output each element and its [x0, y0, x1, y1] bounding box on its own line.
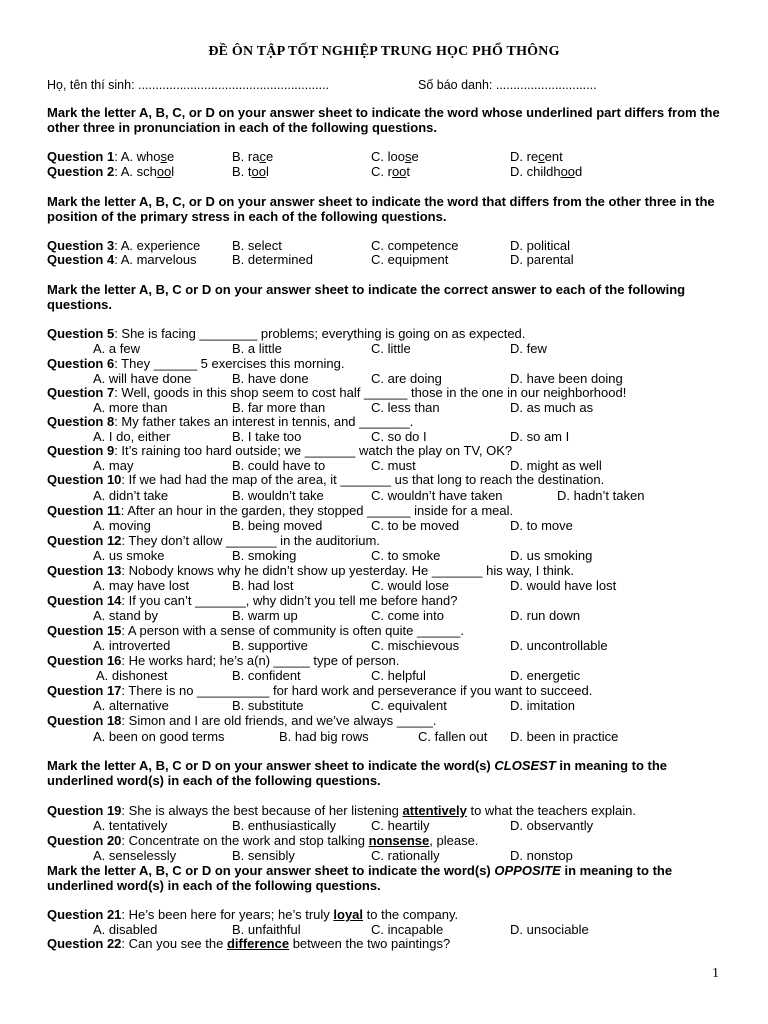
instruction-correct-answer: Mark the letter A, B, C or D on your answer sheet to indicate the correct answer to each of the following questions.: [47, 282, 686, 312]
q17-option-c: C. equivalent: [371, 698, 447, 713]
underlined-word: attentively: [402, 803, 467, 818]
q8-option-d: D. so am I: [510, 429, 570, 444]
q15-option-c: C. mischievous: [371, 638, 460, 653]
q14-option-d: D. run down: [510, 608, 581, 623]
question-6: Question 6: They ______ 5 exercises this morning.: [47, 356, 345, 371]
q13-option-c: C. would lose: [371, 578, 450, 593]
q15-option-a: A. introverted: [93, 638, 171, 653]
q7-option-a: A. more than: [93, 400, 168, 415]
question-label: Question 4: [47, 252, 115, 267]
q5-option-a: A. a few: [93, 341, 140, 356]
q9-option-d: D. might as well: [510, 458, 602, 473]
q13-option-a: A. may have lost: [93, 578, 190, 593]
q11-option-a: A. moving: [93, 518, 151, 533]
question-19: Question 19: She is always the best because of her listening attentively to what the teachers explain.: [47, 803, 636, 818]
instruction-pronunciation: Mark the letter A, B, C, or D on your answer sheet to indicate the word whose underlined part differs from the other three in pronunciation in each of the following questions.: [47, 105, 720, 135]
question-5: Question 5: She is facing ________ problems; everything is going on as expected.: [47, 326, 526, 341]
q3-option-c: C. competence: [371, 238, 459, 253]
q17-option-b: B. substitute: [232, 698, 304, 713]
q13-option-d: D. would have lost: [510, 578, 617, 593]
q19-option-a: A. tentatively: [93, 818, 168, 833]
question-4: Question 4: A. marvelous: [47, 252, 197, 267]
q18-option-c: C. fallen out: [418, 729, 488, 744]
question-15: Question 15: A person with a sense of community is often quite ______.: [47, 623, 464, 638]
question-7: Question 7: Well, goods in this shop seem to cost half ______ those in the one in our neighborhood!: [47, 385, 627, 400]
q12-option-d: D. us smoking: [510, 548, 593, 563]
page-number: 1: [712, 966, 719, 981]
question-2: Question 2: A. school: [47, 164, 175, 179]
q9-option-c: C. must: [371, 458, 416, 473]
question-16: Question 16: He works hard; he’s a(n) _____ type of person.: [47, 653, 400, 668]
q10-option-c: C. wouldn’t have taken: [371, 488, 503, 503]
q21-option-d: D. unsociable: [510, 922, 589, 937]
q19-option-b: B. enthusiastically: [232, 818, 337, 833]
q3-option-b: B. select: [232, 238, 282, 253]
q18-option-b: B. had big rows: [279, 729, 369, 744]
q14-option-a: A. stand by: [93, 608, 159, 623]
q19-option-d: D. observantly: [510, 818, 594, 833]
question-12: Question 12: They don’t allow _______ in the auditorium.: [47, 533, 380, 548]
question-20: Question 20: Concentrate on the work and stop talking nonsense, please.: [47, 833, 479, 848]
q20-option-d: D. nonstop: [510, 848, 573, 863]
q5-option-c: C. little: [371, 341, 411, 356]
q10-option-b: B. wouldn’t take: [232, 488, 324, 503]
underlined-word: loyal: [333, 907, 364, 922]
q21-option-c: C. incapable: [371, 922, 444, 937]
q11-option-d: D. to move: [510, 518, 573, 533]
underlined-word: difference: [226, 936, 290, 951]
instruction-stress: Mark the letter A, B, C, or D on your answer sheet to indicate the word that differs from the other three in the position of the primary stress in each of the following questions.: [47, 194, 715, 224]
exam-title: ĐỀ ÔN TẬP TỐT NGHIỆP TRUNG HỌC PHỔ THÔNG: [208, 44, 560, 59]
q8-option-c: C. so do I: [371, 429, 427, 444]
q4-option-b: B. determined: [232, 252, 313, 267]
question-1: [47, 149, 174, 164]
q15-option-b: B. supportive: [232, 638, 308, 653]
q11-option-b: B. being moved: [232, 518, 323, 533]
q16-option-a: A. dishonest: [96, 668, 168, 683]
question-label: Question 2: [47, 164, 115, 179]
q16-option-d: D. energetic: [510, 668, 581, 683]
q1-option-c: C. loose: [371, 149, 419, 164]
q6-option-a: A. will have done: [93, 371, 192, 386]
question-11: Question 11: After an hour in the garden, they stopped ______ inside for a meal.: [47, 503, 514, 518]
question-8: Question 8: My father takes an interest in tennis, and _______.: [47, 414, 414, 429]
question-label: Question 1: [47, 149, 115, 164]
q2-option-b: B. tool: [232, 164, 269, 179]
q9-option-b: B. could have to: [232, 458, 326, 473]
q7-option-b: B. far more than: [232, 400, 326, 415]
question-17: Question 17: There is no __________ for hard work and perseverance if you want to succeed.: [47, 683, 593, 698]
q6-option-d: D. have been doing: [510, 371, 623, 386]
question-9: Question 9: It’s raining too hard outside; we _______ watch the play on TV, OK?: [47, 443, 513, 458]
q13-option-b: B. had lost: [232, 578, 294, 593]
q18-option-a: A. been on good terms: [93, 729, 225, 744]
q11-option-c: C. to be moved: [371, 518, 460, 533]
q12-option-b: B. smoking: [232, 548, 297, 563]
question-3: Question 3: A. experience: [47, 238, 201, 253]
question-18: Question 18: Simon and I are old friends, and we’ve always _____.: [47, 713, 437, 728]
question-13: Question 13: Nobody knows why he didn’t show up yesterday. He _______ his way, I think.: [47, 563, 575, 578]
q16-option-c: C. helpful: [371, 668, 426, 683]
option-a-suffix: e: [166, 149, 175, 164]
q18-option-d: D. been in practice: [510, 729, 619, 744]
q3-option-d: D. political: [510, 238, 570, 253]
q2-option-c: C. root: [371, 164, 411, 179]
q6-option-c: C. are doing: [371, 371, 442, 386]
question-label: Question 3: [47, 238, 115, 253]
q19-option-c: C. heartily: [371, 818, 430, 833]
option-a-prefix: : A. who: [114, 149, 161, 164]
q4-option-c: C. equipment: [371, 252, 449, 267]
question-22: Question 22: Can you see the difference between the two paintings?: [47, 936, 451, 951]
q8-option-a: A. I do, either: [93, 429, 171, 444]
q10-option-a: A. didn’t take: [93, 488, 169, 503]
instruction-closest: Mark the letter A, B, C or D on your answer sheet to indicate the word(s) CLOSEST in meaning to the underlined word(s) in each of the following questions.: [47, 758, 668, 788]
q2-option-d: D. childhood: [510, 164, 583, 179]
q17-option-a: A. alternative: [93, 698, 169, 713]
q20-option-a: A. senselessly: [93, 848, 177, 863]
q17-option-d: D. imitation: [510, 698, 576, 713]
q5-option-b: B. a little: [232, 341, 282, 356]
q1-option-d: D. recent: [510, 149, 563, 164]
underlined-word: nonsense: [368, 833, 430, 848]
q16-option-b: B. confident: [232, 668, 301, 683]
q1-option-b: B. race: [232, 149, 274, 164]
q7-option-c: C. less than: [371, 400, 440, 415]
q20-option-b: B. sensibly: [232, 848, 295, 863]
q8-option-b: B. I take too: [232, 429, 302, 444]
q21-option-b: B. unfaithful: [232, 922, 301, 937]
q14-option-b: B. warm up: [232, 608, 298, 623]
student-name-field: Họ, tên thí sinh: .......................................................: [47, 78, 330, 92]
q12-option-a: A. us smoke: [93, 548, 165, 563]
q14-option-c: C. come into: [371, 608, 444, 623]
q9-option-a: A. may: [93, 458, 134, 473]
question-14: Question 14: If you can’t _______, why didn’t you tell me before hand?: [47, 593, 458, 608]
q21-option-a: A. disabled: [93, 922, 158, 937]
q5-option-d: D. few: [510, 341, 547, 356]
option-a-underlined: s: [160, 149, 167, 164]
q4-option-d: D. parental: [510, 252, 574, 267]
q10-option-d: D. hadn’t taken: [557, 488, 645, 503]
question-21: Question 21: He’s been here for years; he’s truly loyal to the company.: [47, 907, 459, 922]
q15-option-d: D. uncontrollable: [510, 638, 608, 653]
question-10: Question 10: If we had had the map of the area, it _______ us that long to reach the destination.: [47, 472, 605, 487]
q12-option-c: C. to smoke: [371, 548, 441, 563]
candidate-number-field: Số báo danh: .............................: [418, 78, 597, 92]
q7-option-d: D. as much as: [510, 400, 594, 415]
instruction-opposite: Mark the letter A, B, C or D on your answer sheet to indicate the word(s) OPPOSITE in meaning to the underlined word(s) in each of the following questions.: [47, 863, 673, 893]
q6-option-b: B. have done: [232, 371, 309, 386]
q20-option-c: C. rationally: [371, 848, 440, 863]
